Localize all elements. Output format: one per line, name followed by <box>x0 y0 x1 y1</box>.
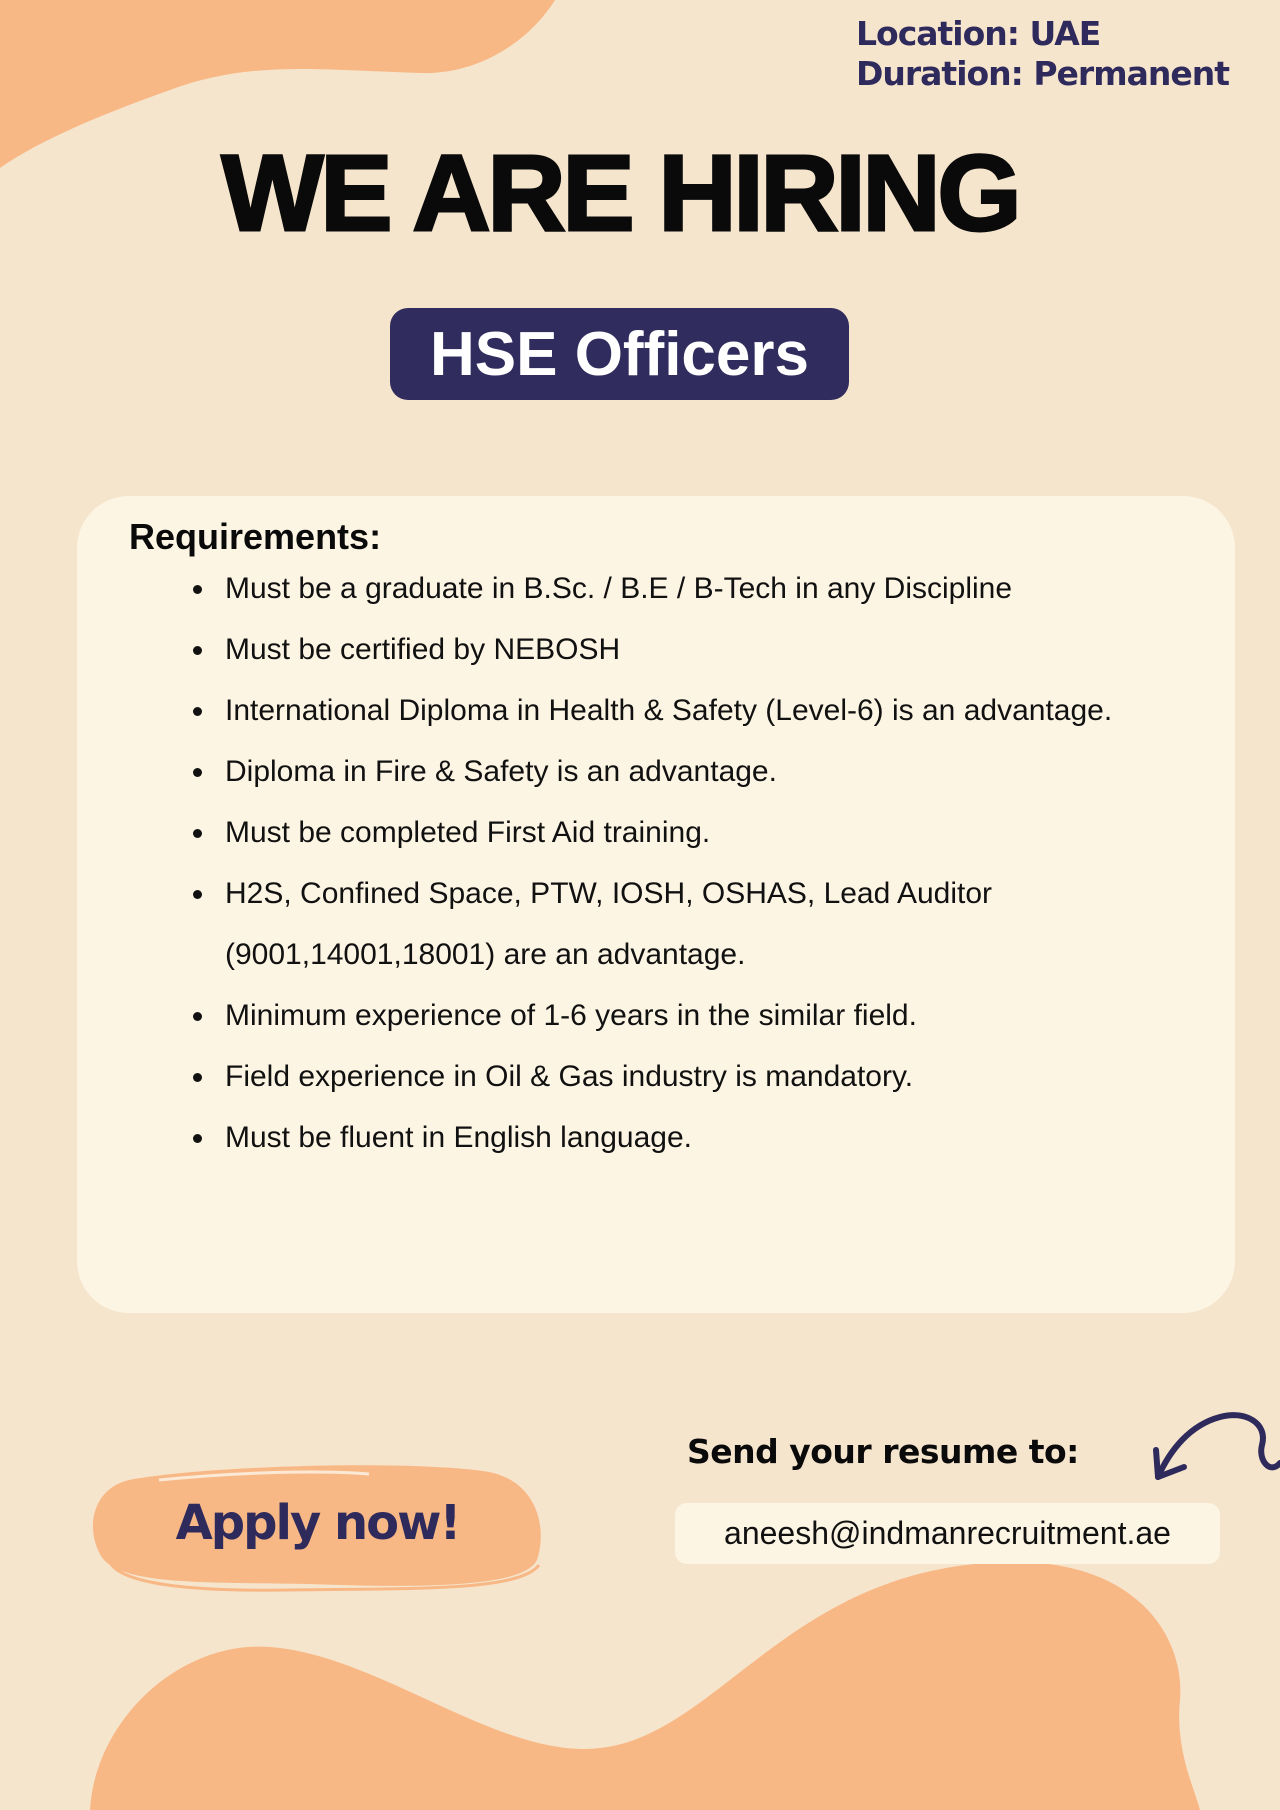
job-meta <box>856 14 1229 94</box>
requirements-title: Requirements: <box>129 516 382 557</box>
list-item: • International Diploma in Health & Safety (Level-6) is an advantage. <box>217 680 1177 741</box>
location-text: Location: UAE <box>856 14 1101 53</box>
email-address-link[interactable]: aneesh@indmanrecruitment.ae <box>675 1503 1220 1564</box>
apply-now-label: Apply now! <box>175 1494 460 1551</box>
duration-text: Duration: Permanent <box>856 54 1230 93</box>
list-item: • Diploma in Fire & Safety is an advantage. <box>217 741 1177 802</box>
position-badge: HSE Officers <box>390 308 849 400</box>
list-item: • Minimum experience of 1-6 years in the similar field. <box>217 985 1177 1046</box>
list-item: • Must be certified by NEBOSH <box>217 619 1177 680</box>
list-item: • Must be a graduate in B.Sc. / B.E / B-Tech in any Discipline <box>217 558 1177 619</box>
list-item: • H2S, Confined Space, PTW, IOSH, OSHAS, Lead Auditor (9001,14001,18001) are an advantage. <box>217 863 1177 985</box>
curved-arrow-icon <box>1150 1405 1280 1490</box>
requirements-list <box>187 558 1177 1168</box>
list-item: • Must be completed First Aid training. <box>217 802 1177 863</box>
apply-now-button[interactable] <box>89 1460 546 1593</box>
list-item: • Field experience in Oil & Gas industry is mandatory. <box>217 1046 1177 1107</box>
list-item: • Must be fluent in English language. <box>217 1107 1177 1168</box>
requirements-card <box>77 496 1235 1313</box>
bottom-blob <box>90 1562 1200 1810</box>
send-resume-label: Send your resume to: <box>687 1432 1079 1471</box>
page-title: WE ARE HIRING <box>221 132 1019 253</box>
